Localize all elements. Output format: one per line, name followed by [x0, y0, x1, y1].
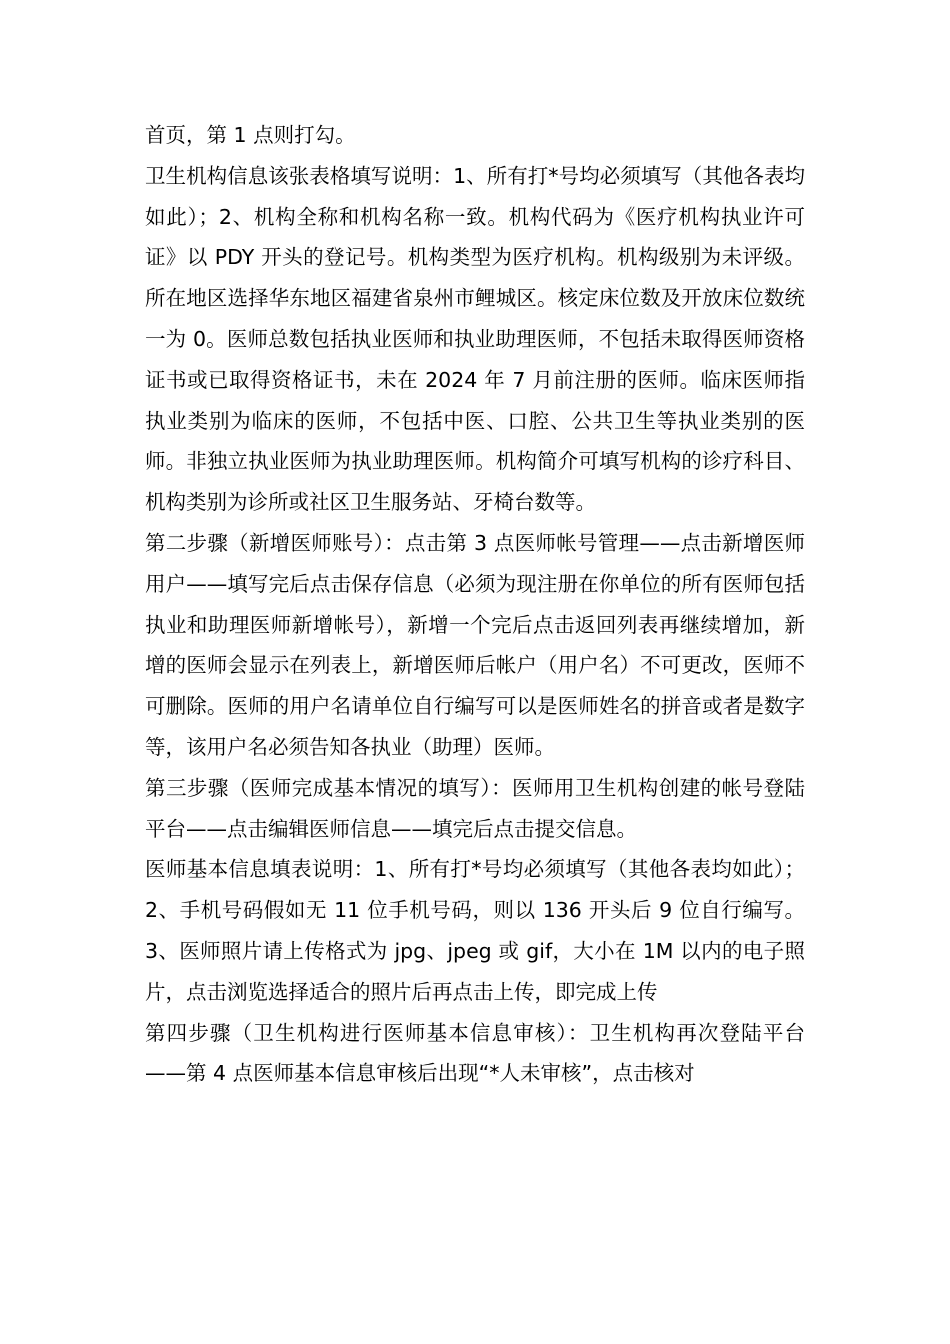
document-body	[145, 115, 805, 1094]
paragraph-3: 第二步骤（新增医师账号）：点击第 3 点医师帐号管理——点击新增医师用户——填写完后点击保存信息（必须为现注册在你单位的所有医师包括执业和助理医师新增帐号），新增一个完后点击返回列表再继续增加，新增的医师会显示在列表上，新增医师后帐户（用户名）不可更改，医师不可删除。医师的用户名请单位自行编写可以是医师姓名的拼音或者是数字等，该用户名必须告知各执业（助理）医师。	[145, 530, 805, 759]
paragraph-2: 卫生机构信息该张表格填写说明：1、所有打*号均必须填写（其他各表均如此）；2、机构全称和机构名称一致。机构代码为《医疗机构执业许可证》以 PDY 开头的登记号。机构类型为医疗机构。机构级别为未评级。所在地区选择华东地区福建省泉州市鲤城区。核定床位数及开放床位数统一为 0。医师总数包括执业医师和执业助理医师，不包括未取得医师资格证书或已取得资格证书，未在 2024 年 7 月前注册的医师。临床医师指执业类别为临床的医师，不包括中医、口腔、公共卫生等执业类别的医师。非独立执业医师为执业助理医师。机构简介可填写机构的诊疗科目、机构类别为诊所或社区卫生服务站、牙椅台数等。	[145, 163, 805, 515]
paragraph-5: 医师基本信息填表说明：1、所有打*号均必须填写（其他各表均如此）；2、手机号码假如无 11 位手机号码，则以 136 开头后 9 位自行编写。3、医师照片请上传格式为 jpg、jpeg 或 gif，大小在 1M 以内的电子照片，点击浏览选择适合的照片后再点击上传，即完成上传	[145, 857, 805, 1004]
paragraph-4: 第三步骤（医师完成基本情况的填写）：医师用卫生机构创建的帐号登陆平台——点击编辑医师信息——填完后点击提交信息。	[145, 775, 805, 841]
paragraph-1: 首页，第 1 点则打勾。	[145, 123, 356, 147]
paragraph-6: 第四步骤（卫生机构进行医师基本信息审核）：卫生机构再次登陆平台——第 4 点医师基本信息审核后出现“*人未审核”，点击核对	[145, 1020, 805, 1086]
